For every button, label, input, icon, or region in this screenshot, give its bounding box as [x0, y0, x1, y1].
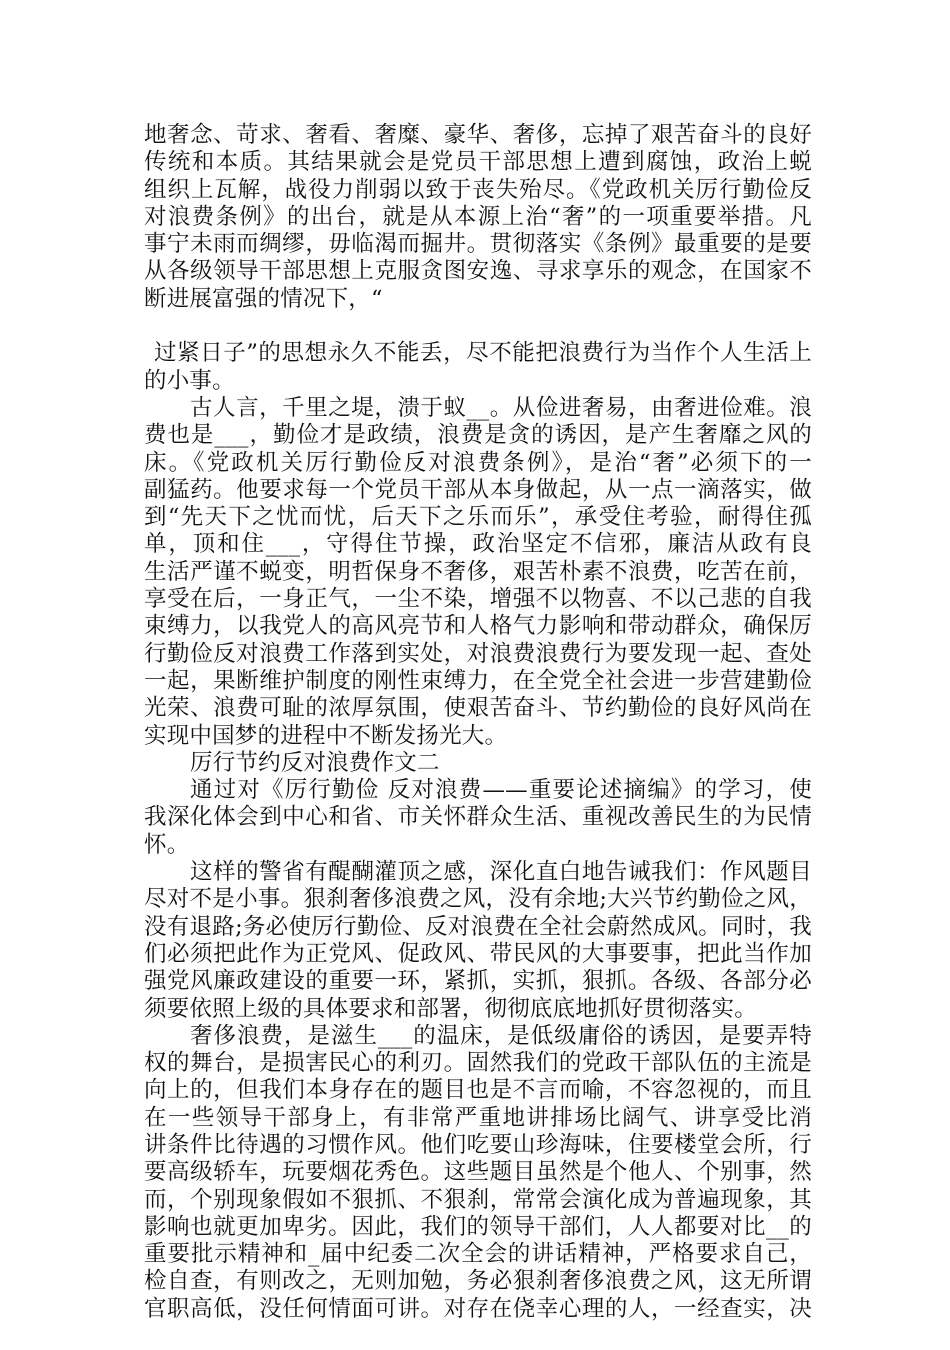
text-line: 传统和本质。其结果就会是党员干部思想上遭到腐蚀，政治上蜕 [144, 149, 812, 176]
text-line: 费也是___，勤俭才是政绩，浪费是贪的诱因，是产生奢靡之风的 [144, 422, 812, 449]
text-line: 生活严谨不蜕变，明哲保身不奢侈，艰苦朴素不浪费，吃苦在前， [144, 558, 812, 585]
text-line: 要高级轿车，玩要烟花秀色。这些题目虽然是个他人、个别事，然 [144, 1159, 812, 1186]
text-line: 单，顶和住___，守得住节操，政治坚定不信邪，廉洁从政有良 [144, 531, 812, 558]
text-line: 官职高低，没任何情面可讲。对存在侥幸心理的人，一经查实，决 [144, 1295, 812, 1322]
paragraph-start: 奢侈浪费，是滋生___的温床，是低级庸俗的诱因，是要弄特 [190, 1022, 812, 1049]
text-line: 实现中国梦的进程中不断发扬光大。 [144, 722, 508, 749]
paragraph-start: 这样的警省有醍醐灌顶之感，深化直白地告诫我们：作风题目 [190, 859, 812, 886]
text-line: 怀。 [144, 831, 190, 858]
text-line: 地奢念、苛求、奢看、奢糜、豪华、奢侈，忘掉了艰苦奋斗的良好 [144, 122, 812, 148]
text-line: 须要依照上级的具体要求和部署，彻彻底底地抓好贯彻落实。 [144, 995, 757, 1022]
text-line: 向上的，但我们本身存在的题目也是不言而喻，不容忽视的，而且 [144, 1077, 812, 1104]
text-line [144, 1323, 812, 1350]
text-line: 没有退路;务必使厉行勤俭、反对浪费在全社会蔚然成风。同时，我 [144, 913, 812, 940]
section-heading: 厉行节约反对浪费作文二 [190, 749, 440, 776]
text-line: 尽对不是小事。狠刹奢侈浪费之风，没有余地;大兴节约勤俭之风， [144, 886, 812, 913]
document-body [144, 122, 812, 1350]
text-line: 断进展富强的情况下，“ [144, 285, 383, 312]
text-line: 一起，果断维护制度的刚性束缚力，在全党全社会进一步营建勤俭 [144, 667, 812, 694]
blank-line [144, 313, 812, 340]
text-line: 检自查，有则改之，无则加勉，务必狠刹奢侈浪费之风，这无所谓 [144, 1268, 812, 1295]
text-line: 重要批示精神和_届中纪委二次全会的讲话精神，严格要求自己， [144, 1241, 812, 1268]
text-line: 我深化体会到中心和省、市关怀群众生活、重视改善民生的为民情 [144, 804, 812, 831]
text-line: 组织上瓦解，战役力削弱以致于丧失殆尽。《党政机关厉行勤俭反 [144, 176, 812, 203]
text-line: 的小事。 [144, 367, 235, 394]
text-line: 过紧日子”的思想永久不能丢，尽不能把浪费行为当作个人生活上 [154, 340, 812, 367]
text-line: 享受在后，一身正气，一尘不染，增强不以物喜、不以己悲的自我 [144, 586, 812, 613]
text-line: 对浪费条例》的出台，就是从本源上治“奢”的一项重要举措。凡 [144, 203, 812, 230]
text-line: 强党风廉政建设的重要一环，紧抓，实抓，狠抓。各级、各部分必 [144, 968, 812, 995]
text-line: 副猛药。他要求每一个党员干部从本身做起，从一点一滴落实，做 [144, 476, 812, 503]
text-line: 们必须把此作为正党风、促政风、带民风的大事要事，把此当作加 [144, 940, 812, 967]
text-line: 而，个别现象假如不狠抓、不狠刹，常常会演化成为普遍现象，其 [144, 1186, 812, 1213]
text-line: 光荣、浪费可耻的浓厚氛围，使艰苦奋斗、节约勤俭的良好风尚在 [144, 695, 812, 722]
text-line: 权的舞台，是损害民心的利刃。固然我们的党政干部队伍的主流是 [144, 1050, 812, 1077]
text-line: 到“先天下之忧而忧，后天下之乐而乐”，承受住考验，耐得住孤 [144, 504, 812, 531]
text-line: 从各级领导干部思想上克服贪图安逸、寻求享乐的观念，在国家不 [144, 258, 812, 285]
text-line: 在一些领导干部身上，有非常严重地讲排场比阔气、讲享受比消 [144, 1104, 812, 1131]
text-line: 讲条件比待遇的习惯作风。他们吃要山珍海味，住要楼堂会所，行 [144, 1131, 812, 1158]
text-line: 束缚力，以我党人的高风亮节和人格气力影响和带动群众，确保厉 [144, 613, 812, 640]
text-line: 影响也就更加卑劣。因此，我们的领导干部们，人人都要对比__的 [144, 1213, 812, 1240]
text-line: 行勤俭反对浪费工作落到实处，对浪费浪费行为要发现一起、查处 [144, 640, 812, 667]
text-line: 事宁未雨而绸缪，毋临渴而掘井。贯彻落实《条例》最重要的是要 [144, 231, 812, 258]
text-line: 床。《党政机关厉行勤俭反对浪费条例》，是治“奢”必须下的一 [144, 449, 812, 476]
paragraph-start: 通过对《厉行勤俭 反对浪费——重要论述摘编》的学习，使 [190, 777, 812, 804]
paragraph-start: 古人言，千里之堤，溃于蚁__。从俭进奢易，由奢进俭难。浪 [190, 394, 812, 421]
